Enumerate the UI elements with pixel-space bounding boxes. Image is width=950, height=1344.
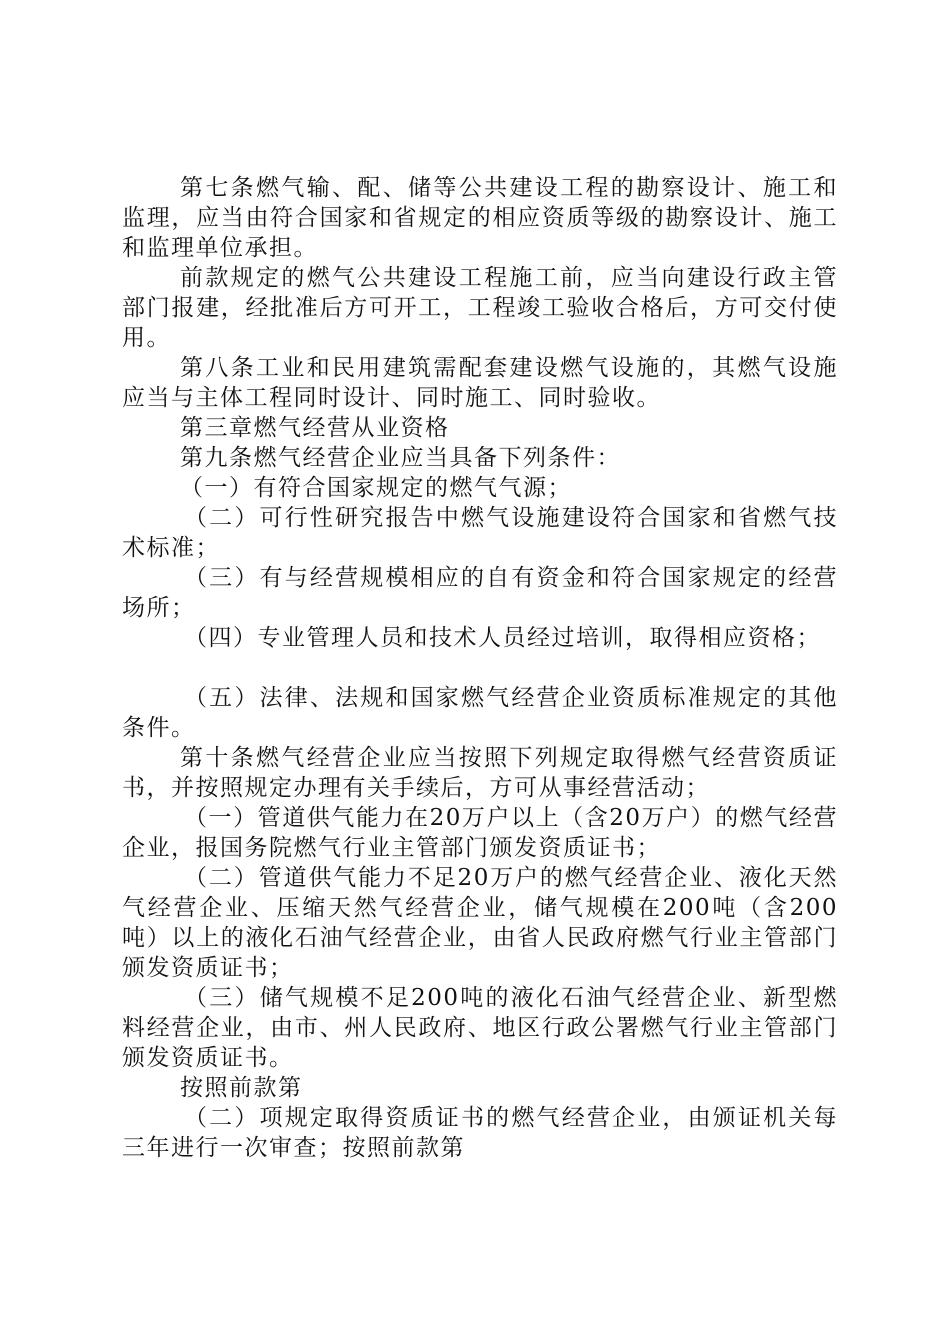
- review-paragraph-continued: （二）项规定取得资质证书的燃气经营企业，由颁证机关每三年进行一次审查；按照前款第: [122, 1105, 838, 1161]
- chapter-3-heading: 第三章燃气经营从业资格: [180, 415, 450, 441]
- article-10-item-2: （二）管道供气能力不足20万户的燃气经营企业、液化天然气经营企业、压缩天然气经营企业，储气规模在200吨（含200吨）以上的液化石油气经营企业，由省人民政府燃气行业主管部门颁发资质证书；: [122, 865, 838, 981]
- article-7-paragraph: 第七条燃气输、配、储等公共建设工程的勘察设计、施工和监理，应当由符合国家和省规定的相应资质等级的勘察设计、施工和监理单位承担。: [122, 175, 838, 261]
- article-10-paragraph: 第十条燃气经营企业应当按照下列规定取得燃气经营资质证书，并按照规定办理有关手续后，方可从事经营活动；: [122, 745, 838, 801]
- article-9-item-2: （二）可行性研究报告中燃气设施建设符合国家和省燃气技术标准；: [122, 505, 838, 561]
- article-7-second-paragraph: 前款规定的燃气公共建设工程施工前，应当向建设行政主管部门报建，经批准后方可开工，工程竣工验收合格后，方可交付使用。: [122, 265, 838, 351]
- document-body: [122, 173, 838, 1163]
- article-8-paragraph: 第八条工业和民用建筑需配套建设燃气设施的，其燃气设施应当与主体工程同时设计、同时施工、同时验收。: [122, 355, 838, 411]
- article-9-item-1: （一）有符合国家规定的燃气气源；: [180, 475, 572, 501]
- article-9-item-4: （四）专业管理人员和技术人员经过培训，取得相应资格；: [184, 625, 821, 651]
- article-9-item-3: （三）有与经营规模相应的自有资金和符合国家规定的经营场所；: [122, 565, 838, 621]
- article-9-item-5: （五）法律、法规和国家燃气经营企业资质标准规定的其他条件。: [122, 685, 838, 741]
- article-10-item-3: （三）储气规模不足200吨的液化石油气经营企业、新型燃料经营企业，由市、州人民政府、地区行政公署燃气行业主管部门颁发资质证书。: [122, 985, 838, 1071]
- article-10-item-1: （一）管道供气能力在20万户以上（含20万户）的燃气经营企业，报国务院燃气行业主管部门颁发资质证书；: [122, 805, 838, 861]
- review-paragraph-start: 按照前款第: [180, 1075, 303, 1101]
- article-9-paragraph: 第九条燃气经营企业应当具备下列条件：: [180, 445, 621, 471]
